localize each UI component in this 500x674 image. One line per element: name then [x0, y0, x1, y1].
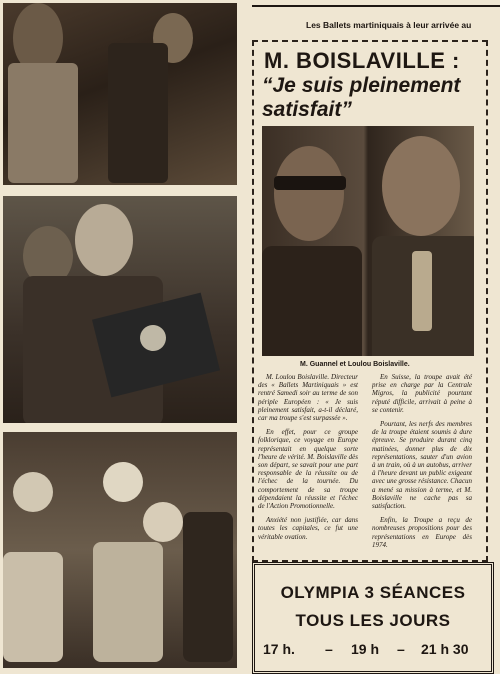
- showtime-3: 21 h 30: [421, 641, 469, 657]
- photo-dancers-crowd: [3, 432, 237, 668]
- olympia-advertisement: [252, 562, 494, 674]
- top-rule: [252, 5, 500, 7]
- ad-headline: OLYMPIA 3 SÉANCES: [280, 583, 466, 602]
- article-column-2: [372, 373, 472, 555]
- ad-subheadline: TOUS LES JOURS: [295, 611, 451, 630]
- paragraph: En Suisse, la troupe avait été prise en charge par la Centrale Migros, la publicité pourtant réputé difficile, arrivait à peine à se contenir.: [372, 373, 472, 414]
- paragraph: Enfin, la Troupe a reçu de nombreuses propositions pour des représentations en Europe dès 1974.: [372, 516, 472, 549]
- paragraph: M. Loulou Boislaville. Directeur des « Ballets Martiniquais » est rentré Samedi soir au terme de son périple Européen : « Je suis pleinement satisfait, a-t-il déclaré, car ma troupe s'est surpassée ».: [258, 373, 358, 423]
- separator: –: [325, 641, 333, 657]
- separator: –: [397, 641, 405, 657]
- article-title: M. BOISLAVILLE :: [264, 48, 460, 73]
- paragraph: En effet, pour ce groupe folklorique, ce voyage en Europe représentait en quelque sorte l'heure de vérité. M. Boislaville dès son départ, se savait pour une part responsable de la réussite ou de l'échec de la tournée. Du comportement de sa troupe dépendaient la réussite et l'échec de l'Action Promotionnelle.: [258, 428, 358, 511]
- paragraph: Pourtant, les nerfs des membres de la troupe étaient soumis à dure épreuve. Se produire durant cinq matinées, donner plus de dix représentations, sauter d'un avion à un train, où à un autobus, arriver à l'heure devant un public exigeant avec une grosse résistance. Chacun a mené sa mission à terme, et M. Boislaville ne cache pas sa satisfaction.: [372, 420, 472, 511]
- paragraph: Anxiété non justifiée, car dans toutes les capitales, ce fut une véritable ovation.: [258, 516, 358, 541]
- article-column-1: [258, 373, 358, 547]
- showtime-1: 17 h.: [263, 641, 295, 657]
- top-photo-caption: Les Ballets martiniquais à leur arrivée au: [306, 20, 472, 30]
- photo-caption: M. Guannel et Loulou Boislaville.: [300, 361, 410, 368]
- showtime-2: 19 h: [351, 641, 380, 657]
- photo-arrival-group: [3, 3, 237, 185]
- article-subtitle: “Je suis pleinement satisfait”: [262, 74, 461, 121]
